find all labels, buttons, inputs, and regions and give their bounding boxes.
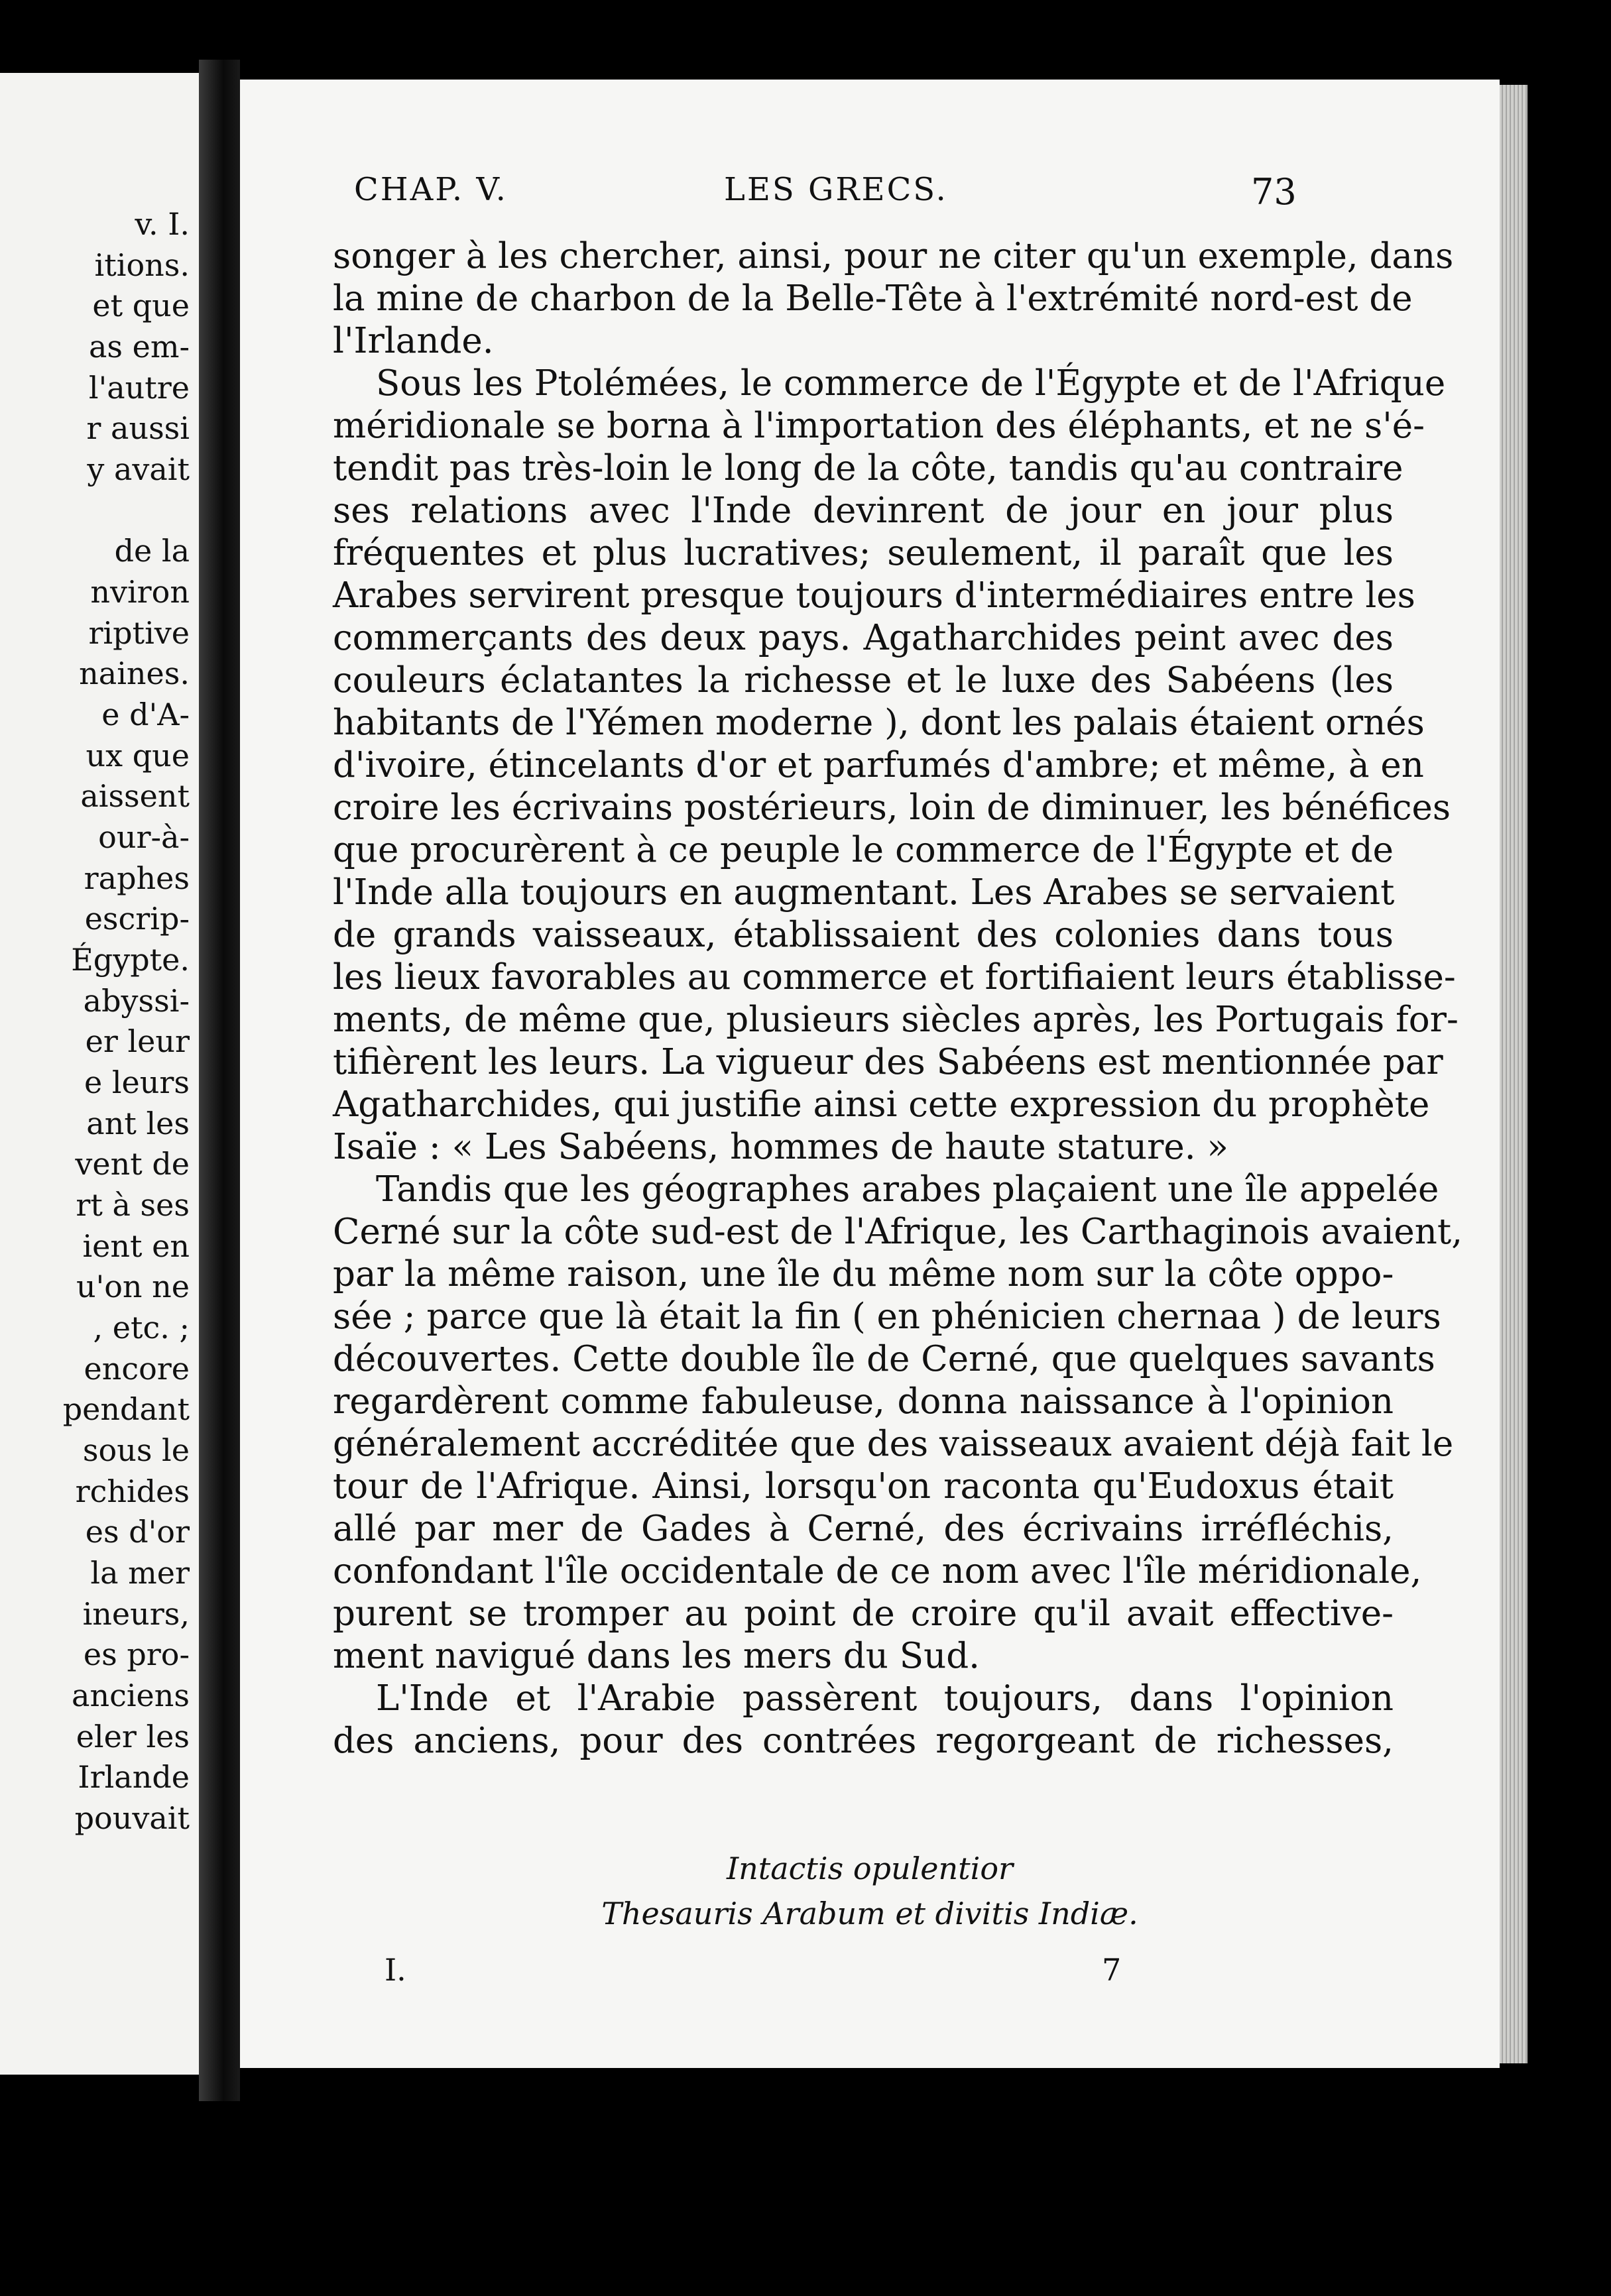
left-page-line: v. I. [135, 206, 190, 242]
body-line: couleurs éclatantes la richesse et le luxe des Sabéens (les [333, 660, 1394, 701]
left-page-line: ant les [86, 1106, 190, 1141]
left-page-line: pendant [62, 1391, 190, 1427]
left-page-line: nviron [90, 574, 190, 610]
body-line: de grands vaisseaux, établissaient des colonies dans tous [333, 915, 1394, 955]
left-page-line: as em- [88, 329, 190, 365]
body-line: la mine de charbon de la Belle-Tête à l'extrémité nord-est de [333, 278, 1413, 319]
left-page [0, 73, 199, 2075]
body-line: l'Inde alla toujours en augmentant. Les Arabes se servaient [333, 872, 1395, 913]
body-line: découvertes. Cette double île de Cerné, que quelques savants [333, 1339, 1435, 1379]
body-line: tifièrent les leurs. La vigueur des Sabéens est mentionnée par [333, 1042, 1443, 1082]
left-page-line: anciens [72, 1678, 190, 1713]
left-page-line: eler les [76, 1719, 190, 1754]
left-page-line: r aussi [86, 410, 190, 446]
left-page-line: vent de [75, 1146, 190, 1182]
left-page-line: naines. [79, 656, 190, 691]
body-line: fréquentes et plus lucratives; seulement, il paraît que les [333, 533, 1394, 573]
left-page-line: Égypte. [71, 942, 190, 978]
body-line: ment navigué dans les mers du Sud. [333, 1636, 980, 1676]
signature-mark: I. [385, 1952, 406, 1988]
page-number: 73 [1251, 171, 1297, 213]
body-line: croire les écrivains postérieurs, loin de diminuer, les bénéfices [333, 787, 1451, 828]
body-line: commerçants des deux pays. Agatharchides peint avec des [333, 618, 1394, 658]
left-page-line: riptive [88, 615, 190, 651]
running-title: LES GRECS. [724, 171, 948, 208]
body-line: confondant l'île occidentale de ce nom avec l'île méridionale, [333, 1551, 1422, 1591]
left-page-line: ux que [86, 738, 190, 774]
body-line: allé par mer de Gades à Cerné, des écrivains irréfléchis, [333, 1509, 1394, 1549]
left-page-line: er leur [85, 1023, 190, 1059]
left-page-line: abyssi- [83, 983, 190, 1019]
left-page-line: encore [84, 1351, 190, 1387]
body-line: méridionale se borna à l'importation des éléphants, et ne s'é- [333, 406, 1425, 446]
left-page-line: our-à- [98, 819, 190, 855]
right-page [240, 80, 1500, 2068]
left-page-line: de la [114, 533, 190, 569]
body-line: ments, de même que, plusieurs siècles après, les Portugais for- [333, 1000, 1459, 1040]
body-line: tour de l'Afrique. Ainsi, lorsqu'on raconta qu'Eudoxus était [333, 1466, 1394, 1507]
left-page-line: ineurs, [82, 1596, 190, 1632]
body-line: les lieux favorables au commerce et fortifiaient leurs établisse- [333, 957, 1456, 998]
body-line: que procurèrent à ce peuple le commerce de l'Égypte et de [333, 830, 1394, 870]
body-line: l'Irlande. [333, 321, 494, 361]
body-line: regardèrent comme fabuleuse, donna naissance à l'opinion [333, 1381, 1394, 1422]
body-line: habitants de l'Yémen moderne ), dont les palais étaient ornés [333, 703, 1425, 743]
body-line: tendit pas très-loin le long de la côte, tandis qu'au contraire [333, 448, 1403, 488]
body-line: L'Inde et l'Arabie passèrent toujours, dans l'opinion [376, 1678, 1394, 1719]
body-line: Cerné sur la côte sud-est de l'Afrique, les Carthaginois avaient, [333, 1212, 1463, 1252]
left-page-line: sous le [82, 1432, 190, 1468]
left-page-line: pouvait [74, 1800, 190, 1836]
body-line: Sous les Ptolémées, le commerce de l'Égypte et de l'Afrique [376, 363, 1446, 404]
body-line: par la même raison, une île du même nom sur la côte oppo- [333, 1254, 1394, 1294]
body-line: d'ivoire, étincelants d'or et parfumés d'ambre; et même, à en [333, 745, 1424, 785]
gathering-number: 7 [1102, 1952, 1122, 1988]
left-page-line: Irlande [78, 1759, 190, 1795]
left-page-line: itions. [94, 247, 190, 283]
chapter-heading: CHAP. V. [354, 171, 508, 208]
left-page-line: aissent [80, 778, 190, 814]
left-page-line: e leurs [84, 1064, 190, 1100]
left-page-line: escrip- [84, 901, 190, 937]
body-line: purent se tromper au point de croire qu'il avait effective- [333, 1593, 1394, 1634]
page-edges [1500, 85, 1527, 2063]
left-page-line: es d'or [85, 1514, 190, 1550]
body-line: des anciens, pour des contrées regorgeant de richesses, [333, 1721, 1394, 1761]
body-line: Agatharchides, qui justifie ainsi cette expression du prophète [333, 1084, 1430, 1125]
left-page-line: et que [92, 288, 190, 323]
body-line: généralement accréditée que des vaisseaux avaient déjà fait le [333, 1424, 1454, 1464]
left-page-line: u'on ne [76, 1269, 190, 1304]
left-page-line: , etc. ; [93, 1310, 190, 1346]
verse-line-1: Intactis opulentior [726, 1851, 1014, 1886]
body-line: Isaïe : « Les Sabéens, hommes de haute stature. » [333, 1127, 1228, 1167]
left-page-line: rchides [75, 1473, 190, 1509]
body-line: ses relations avec l'Inde devinrent de jour en jour plus [333, 490, 1394, 531]
left-page-line: es pro- [83, 1636, 190, 1672]
left-page-line: ient en [82, 1228, 190, 1264]
left-page-line: y avait [87, 451, 190, 487]
body-line: Arabes servirent presque toujours d'intermédiaires entre les [333, 575, 1415, 616]
left-page-line: rt à ses [76, 1187, 190, 1223]
book-gutter [199, 60, 240, 2101]
left-page-line: la mer [90, 1555, 190, 1591]
left-page-line: raphes [84, 860, 190, 896]
body-line: songer à les chercher, ainsi, pour ne citer qu'un exemple, dans [333, 236, 1454, 276]
verse-line-2: Thesauris Arabum et divitis Indiæ. [601, 1896, 1138, 1931]
body-line: sée ; parce que là était la fin ( en phénicien chernaa ) de leurs [333, 1296, 1441, 1337]
left-page-line: l'autre [88, 370, 190, 406]
left-page-line: e d'A- [101, 697, 190, 732]
body-line: Tandis que les géographes arabes plaçaient une île appelée [376, 1169, 1439, 1210]
